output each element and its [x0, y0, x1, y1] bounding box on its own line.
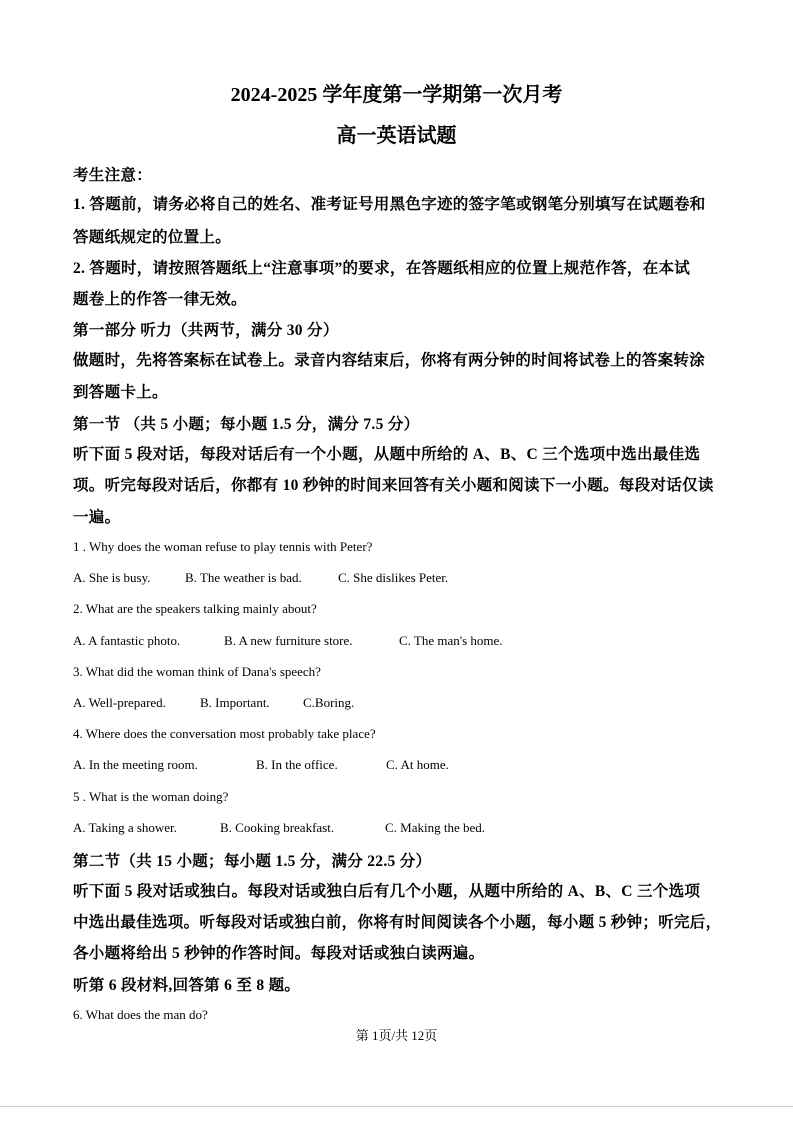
question-3: 3. What did the woman think of Dana's speech?	[73, 664, 321, 679]
section1-intro-line: 听下面 5 段对话，每段对话后有一个小题，从题中所给的 A、B、C 三个选项中选出最佳选	[73, 446, 701, 463]
question-4-options	[73, 757, 723, 773]
note-line: 题卷上的作答一律无效。	[73, 291, 247, 308]
option-b: B. A new furniture store.	[224, 633, 353, 648]
part1-heading: 第一部分 听力（共两节，满分 30 分）	[73, 322, 339, 339]
option-b: B. The weather is bad.	[185, 570, 302, 585]
question-6: 6. What does the man do?	[73, 1007, 208, 1022]
option-a: A. Well-prepared.	[73, 695, 166, 710]
option-c: C. Making the bed.	[385, 820, 486, 835]
option-b: B. Cooking breakfast.	[220, 820, 335, 835]
part1-intro-line: 到答题卡上。	[73, 384, 168, 401]
page-title: 2024-2025 学年度第一学期第一次月考	[230, 84, 563, 106]
option-a: A. In the meeting room.	[73, 757, 198, 772]
part1-intro-line: 做题时，先将答案标在试卷上。录音内容结束后，你将有两分钟的时间将试卷上的答案转涂	[73, 352, 706, 369]
section1-intro-line: 项。听完每段对话后，你都有 10 秒钟的时间来回答有关小题和阅读下一小题。每段对话仅读	[73, 477, 714, 494]
section1-heading: 第一节 （共 5 小题；每小题 1.5 分，满分 7.5 分）	[73, 416, 420, 433]
material-instruction: 听第 6 段材料,回答第 6 至 8 题。	[73, 977, 301, 994]
question-3-options	[73, 695, 723, 711]
question-2-options	[73, 633, 723, 649]
section2-intro-line: 中选出最佳选项。听每段对话或独白前，你将有时间阅读各个小题，每小题 5 秒钟；听完后，	[73, 914, 722, 931]
question-5: 5 . What is the woman doing?	[73, 789, 229, 804]
section2-intro-line: 各小题将给出 5 秒钟的作答时间。每段对话或独白读两遍。	[73, 945, 485, 962]
option-c: C.Boring.	[303, 695, 355, 710]
question-1-options	[73, 570, 723, 586]
question-2: 2. What are the speakers talking mainly about?	[73, 601, 317, 616]
question-5-options	[73, 820, 723, 836]
option-c: C. The man's home.	[399, 633, 503, 648]
section2-heading: 第二节（共 15 小题；每小题 1.5 分，满分 22.5 分）	[73, 853, 432, 870]
note-line: 2. 答题时，请按照答题纸上“注意事项”的要求，在答题纸相应的位置上规范作答，在本试	[73, 260, 691, 277]
section1-intro-line: 一遍。	[73, 509, 121, 526]
page-bottom-divider	[0, 1106, 793, 1107]
option-c: C. At home.	[386, 757, 449, 772]
page-footer: 第 1页/共 12页	[355, 1028, 438, 1043]
notes-heading: 考生注意：	[73, 167, 153, 184]
question-1: 1 . Why does the woman refuse to play tennis with Peter?	[73, 539, 373, 554]
note-line: 1. 答题前，请务必将自己的姓名、准考证号用黑色字迹的签字笔或钢笔分别填写在试题卷和	[73, 196, 706, 213]
option-a: A. Taking a shower.	[73, 820, 177, 835]
option-b: B. Important.	[200, 695, 270, 710]
option-b: B. In the office.	[256, 757, 338, 772]
option-c: C. She dislikes Peter.	[338, 570, 449, 585]
option-a: A. A fantastic photo.	[73, 633, 181, 648]
note-line: 答题纸规定的位置上。	[73, 229, 232, 246]
question-4: 4. Where does the conversation most probably take place?	[73, 726, 376, 741]
option-a: A. She is busy.	[73, 570, 151, 585]
page-subtitle: 高一英语试题	[336, 125, 457, 147]
section2-intro-line: 听下面 5 段对话或独白。每段对话或独白后有几个小题，从题中所给的 A、B、C 三个选项	[73, 883, 701, 900]
